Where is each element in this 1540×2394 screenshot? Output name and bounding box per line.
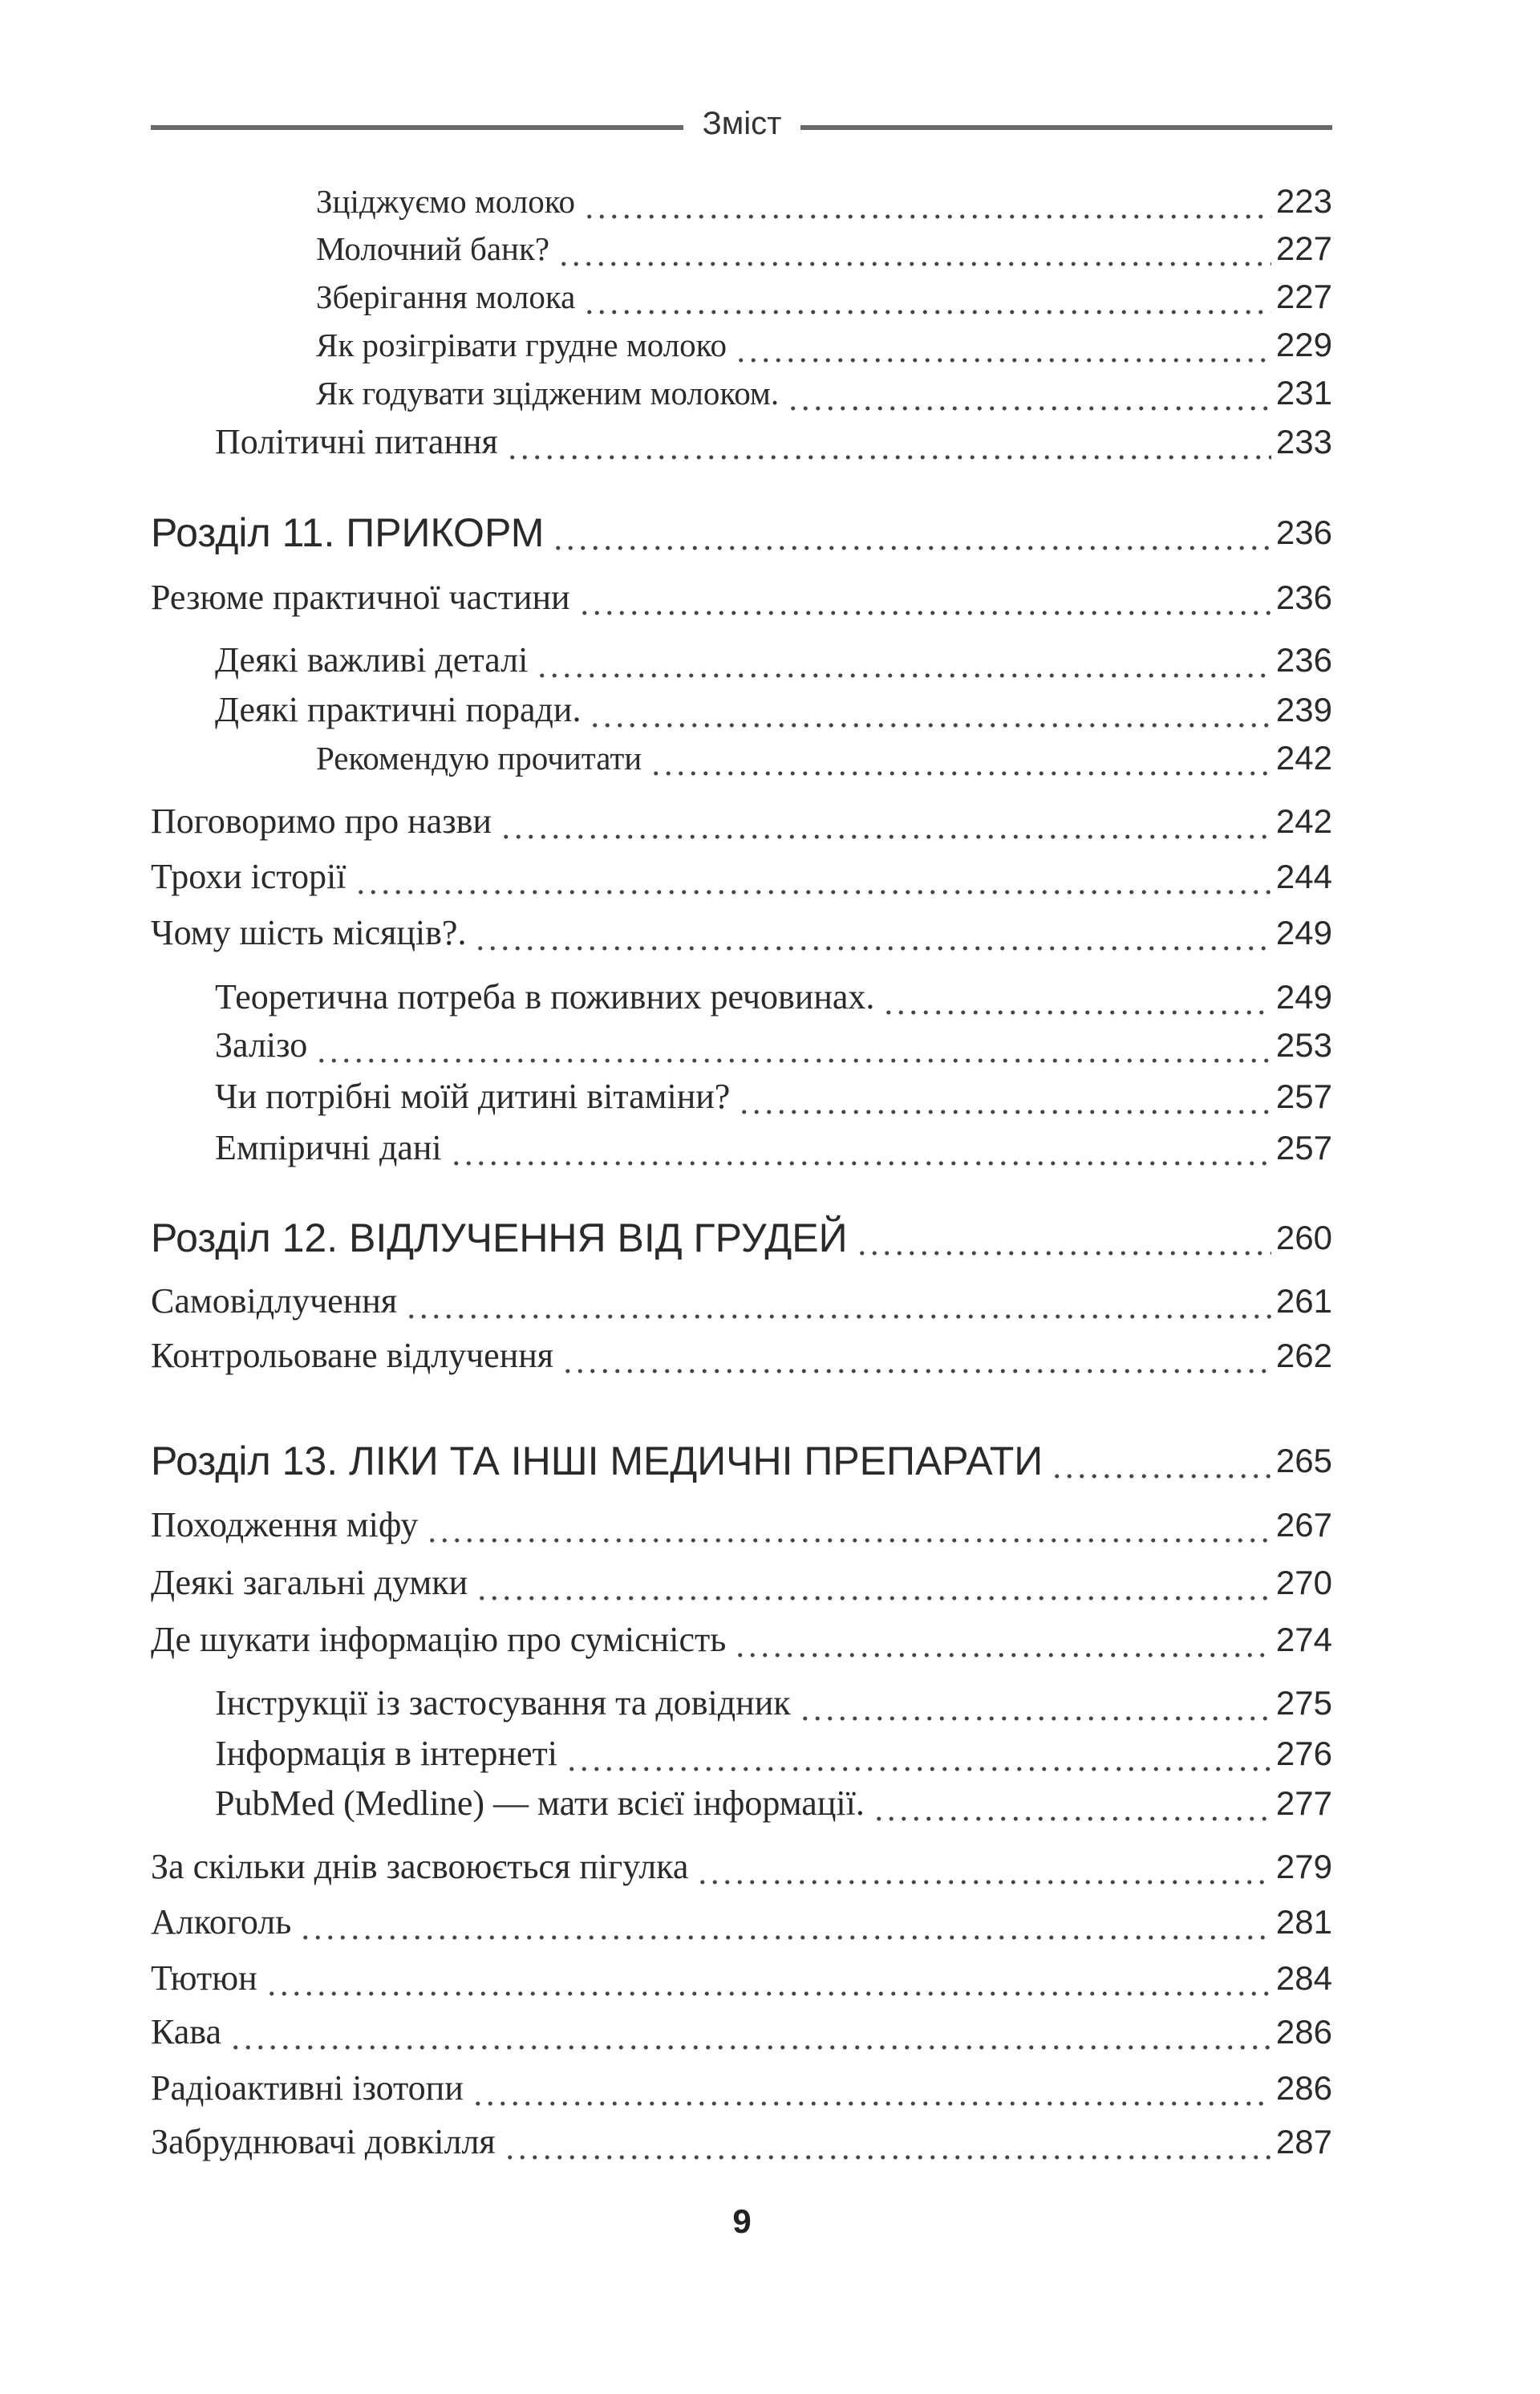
dot-leader (405, 1280, 1271, 1322)
dot-leader (315, 1025, 1271, 1066)
dot-leader (589, 689, 1270, 731)
toc-entry (215, 1727, 1332, 1775)
dot-leader (504, 2121, 1271, 2163)
toc-entry-page: 239 (1275, 691, 1332, 728)
toc-entry-title: Поговоримо про назви (151, 801, 492, 841)
toc-entry-page: 227 (1275, 229, 1332, 267)
toc-entry-page: 265 (1275, 1442, 1332, 1479)
toc-entry-page: 236 (1275, 513, 1332, 551)
toc-entry-page: 253 (1275, 1026, 1332, 1064)
toc-entry-page: 242 (1275, 802, 1332, 840)
dot-leader (299, 1901, 1271, 1943)
dot-leader (583, 181, 1271, 222)
toc-entry (151, 1329, 1332, 1377)
toc-entry (316, 318, 1332, 366)
toc-entry-page: 233 (1275, 423, 1332, 461)
dot-leader (506, 421, 1271, 463)
toc-entry-page: 284 (1275, 1959, 1332, 1997)
toc-entry-title: Політичні питання (215, 422, 498, 461)
toc-entry (151, 906, 1332, 954)
dot-leader (856, 1217, 1271, 1259)
toc-entry-page: 244 (1275, 858, 1332, 895)
dot-leader (536, 639, 1271, 681)
toc-entry (215, 1776, 1332, 1824)
toc-entry-title: Тютюн (151, 1958, 257, 1998)
toc-entry (316, 174, 1332, 222)
toc-entry (215, 683, 1332, 731)
toc-entry (151, 794, 1332, 842)
toc-entry-page: 286 (1275, 2069, 1332, 2107)
toc-entry-page: 276 (1275, 1735, 1332, 1772)
toc-entry (215, 415, 1332, 463)
toc-entry-page: 267 (1275, 1506, 1332, 1544)
toc-entry-title: Алкоголь (151, 1902, 292, 1942)
dot-leader (265, 1958, 1271, 1999)
dot-leader (734, 1619, 1271, 1661)
toc-entry-title: Залізо (215, 1025, 308, 1065)
toc-entry-title: Трохи історії (151, 857, 346, 896)
toc-entry-title: Деякі загальні думки (151, 1563, 468, 1602)
toc-chapter-entry (151, 1211, 1332, 1259)
toc-entry-page: 231 (1275, 374, 1332, 412)
dot-leader (472, 2067, 1271, 2109)
toc-entry-title: Контрольоване відлучення (151, 1336, 554, 1375)
toc-entry (151, 2061, 1332, 2109)
toc-entry-page: 236 (1275, 641, 1332, 679)
toc-entry-title: Молочний банк? (316, 230, 550, 267)
toc-chapter-entry (151, 1434, 1332, 1482)
toc-entry-title: Рекомендую прочитати (316, 740, 642, 777)
toc-entry-title: Розділ 11. ПРИКОРМ (151, 510, 545, 555)
dot-leader (738, 1076, 1271, 1118)
toc-entry-page: 286 (1275, 2013, 1332, 2051)
toc-entry (151, 1274, 1332, 1322)
toc-entry-title: Розділ 13. ЛІКИ ТА ІНШІ МЕДИЧНІ ПРЕПАРАТИ (151, 1438, 1044, 1483)
toc-entry-page: 227 (1275, 278, 1332, 315)
toc-chapter-entry (151, 505, 1332, 554)
toc-entry-title: Деякі практичні поради. (215, 690, 582, 729)
toc-entry (151, 850, 1332, 898)
dot-leader (735, 324, 1271, 366)
toc-entry (215, 1018, 1332, 1066)
toc-entry (316, 270, 1332, 318)
toc-entry-page: 277 (1275, 1784, 1332, 1822)
toc-entry-page: 260 (1275, 1219, 1332, 1256)
dot-leader (787, 372, 1271, 414)
toc-entry (151, 1613, 1332, 1661)
toc-entry-title: PubMed (Medline) — мати всієї інформації. (215, 1783, 865, 1823)
toc-entry-title: Емпіричні дані (215, 1128, 442, 1167)
toc-entry (316, 221, 1332, 270)
toc-entry-page: 257 (1275, 1129, 1332, 1167)
toc-entry-title: Походження міфу (151, 1505, 419, 1544)
toc-entry (151, 2005, 1332, 2053)
dot-leader (450, 1127, 1271, 1169)
dot-leader (696, 1846, 1271, 1888)
toc-entry (215, 1069, 1332, 1118)
dot-leader (474, 912, 1270, 954)
toc-entry-page: 249 (1275, 914, 1332, 952)
toc-entry (151, 1498, 1332, 1546)
dot-leader (583, 276, 1271, 318)
dot-leader (565, 1733, 1271, 1775)
toc-entry-page: 262 (1275, 1337, 1332, 1374)
toc-entry-title: Зберігання молока (316, 278, 576, 315)
toc-entry-title: Теоретична потреба в поживних речовинах. (215, 977, 875, 1016)
toc-entry-title: Зціджуємо молоко (316, 183, 576, 220)
toc-entry-page: 229 (1275, 326, 1332, 363)
toc-entry-title: Як розігрівати грудне молоко (316, 327, 727, 363)
toc-entry-title: Радіоактивні ізотопи (151, 2068, 464, 2108)
dot-leader (561, 1335, 1271, 1377)
toc-entry-title: Інструкції із застосування та довідник (215, 1683, 791, 1722)
toc-entry-page: 236 (1275, 578, 1332, 616)
dot-leader (426, 1504, 1271, 1546)
toc-entry-title: Деякі важливі деталі (215, 640, 529, 680)
toc-entry-title: Резюме практичної частини (151, 578, 570, 617)
toc-entry (316, 731, 1332, 779)
dot-leader (873, 1783, 1271, 1824)
toc-entry-page: 270 (1275, 1564, 1332, 1601)
toc-entry-page: 281 (1275, 1903, 1332, 1941)
toc-entry-page: 275 (1275, 1684, 1332, 1722)
dot-leader (229, 2011, 1271, 2053)
toc-entry-title: Як годувати зцідженим молоком. (316, 375, 780, 412)
toc-entry (151, 570, 1332, 619)
dot-leader (557, 228, 1271, 270)
toc-entry-title: Кава (151, 2012, 222, 2051)
toc-entry-title: Де шукати інформацію про сумісність (151, 1620, 727, 1659)
dot-leader (552, 512, 1271, 554)
toc-entry-page: 242 (1275, 739, 1332, 777)
dot-leader (476, 1562, 1271, 1604)
dot-leader (650, 737, 1271, 779)
toc-entry (151, 1951, 1332, 1999)
toc-entry-title: Забруднювачі довкілля (151, 2122, 496, 2161)
toc-entry-title: Самовідлучення (151, 1281, 398, 1321)
dot-leader (500, 801, 1271, 842)
toc-entry (215, 970, 1332, 1018)
toc-entry-title: Чому шість місяців?. (151, 913, 467, 952)
dot-leader (355, 856, 1271, 898)
toc-entry (215, 1676, 1332, 1724)
toc-entry-page: 274 (1275, 1621, 1332, 1658)
page-number: 9 (732, 2202, 752, 2240)
running-header-title: Зміст (702, 106, 782, 141)
toc-entry (151, 1895, 1332, 1943)
toc-entry (316, 366, 1332, 414)
toc-entry-page: 249 (1275, 978, 1332, 1016)
dot-leader (882, 976, 1271, 1018)
toc-entry-title: Інформація в інтернеті (215, 1734, 557, 1773)
dot-leader (578, 577, 1271, 619)
toc-entry-title: За скільки днів засвоюється пігулка (151, 1847, 689, 1886)
header-rule-right (800, 125, 1332, 130)
toc-entry (215, 633, 1332, 681)
toc-entry-title: Розділ 12. ВІДЛУЧЕННЯ ВІД ГРУДЕЙ (151, 1215, 848, 1260)
toc-entry-page: 261 (1275, 1282, 1332, 1320)
toc-entry-page: 287 (1275, 2123, 1332, 2161)
toc-entry-page: 257 (1275, 1077, 1332, 1115)
toc-entry (215, 1121, 1332, 1169)
toc-entry (151, 1556, 1332, 1604)
toc-entry (151, 1840, 1332, 1888)
toc-entry-title: Чи потрібні моїй дитині вітаміни? (215, 1077, 731, 1116)
dot-leader (1051, 1440, 1271, 1482)
toc-entry (151, 2115, 1332, 2163)
toc-entry-page: 223 (1275, 182, 1332, 220)
dot-leader (799, 1682, 1271, 1724)
toc-entry-page: 279 (1275, 1848, 1332, 1885)
